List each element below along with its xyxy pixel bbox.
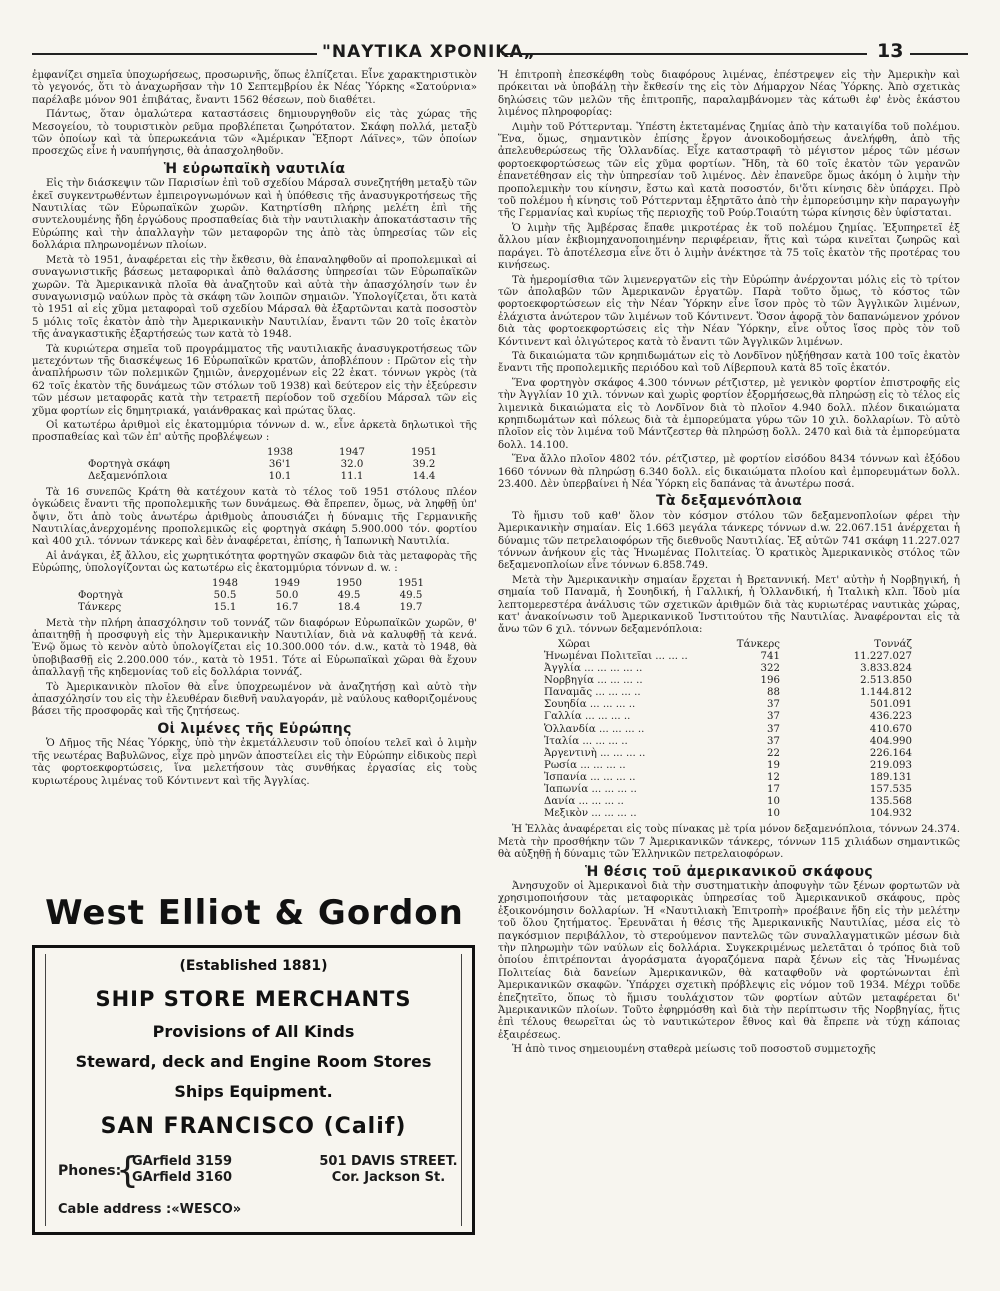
column-header: Χῶραι [558,638,591,650]
ad-company-name: West Elliot & Gordon [45,893,464,933]
cell: 11.1 [340,470,364,482]
address-line: 501 DAVIS STREET. [319,1154,458,1169]
country-cell: Ὁλλανδία ... ... ... .. [544,723,645,735]
table-row [538,711,918,723]
tanker-count-cell: 10 [767,808,780,820]
column-header: Τοννάζ [874,638,912,650]
tanker-count-cell: 17 [767,784,780,795]
table-header-row [538,639,918,651]
paragraph: Τὸ ἥμισυ τοῦ καθ' ὅλον τὸν κόσμον στόλου τῶν δεξαμενοπλοίων φέρει τὴν Ἀμερικανικὴν σημαίαν. Εἰς 1.663 μεγάλα τάνκερς τόννων d.w. 22.067.151 ἀνέρχεται ἡ δύναμις τῶν πετρελαιοφόρων τῆς διεθνοῦς Ναυτιλίας. Ἐξ αὐτῶν 741 σκάφη 11.227.027 τόννων ἀνήκουν εἰς τὰς Ἡνωμένας Πολιτείας. Ὁ κρατικὸς Ἀμερικανικὸς στόλος τῶν δεξαμενοπλοίων εἶνε τόννων 6.858.749. [498,510,960,572]
paragraph: Ἀνησυχοῦν οἱ Ἀμερικανοὶ διὰ τὴν συστηματικὴν ἀποφυγὴν τῶν ξένων φορτωτῶν νὰ χρησιμοποιήσουν τὰς μεταφορικὰς ὑπηρεσίας τοῦ Ἀμερικανικοῦ σκάφους, πρὸς ἐξοικονόμησιν δολλαρίων. Ἡ «Ναυτιλιακὴ Ἐπιτροπὴ» προέβαινε ἤδη εἰς τὴν μελέτην τοῦ ὅλου ζητήματος. Ἐρευνᾶται ἡ θέσις τῆς Ἀμερικανικῆς Ναυτιλίας, μέσα εἰς τὸ παγκόσμιον περιβάλλον, τὸ στερούμενον παντελῶς τῶν συναλλαγματικῶν μέσων διὰ τὴν πληρωμὴν τῶν ναύλων εἰς δολλάρια. Συγκεκριμένως μελετᾶται ὁ τρόπος διὰ τοῦ ὁποίου ἐπιτρέπονται ἀγοράσματα ἀγοραζόμενα παρὰ ξένων εἰς τὰς Ἡνωμένας Πολιτείας διὰ δανείων Ἀμερικανικῶν, θὰ καταφθοῦν νὰ φορτώνωνται ἐπὶ Ἀμερικανικῶν σκαφῶν. Ὑπάρχει σχετικὴ πρόβλεψις εἰς νόμον τοῦ 1934. Μέχρι τοῦδε ἐπεζητεῖτο, ὅπως τὸ ἥμισυ τουλάχιστον τῶν φορτίων αὐτῶν μεταφέρεται δι' Ἀμερικανικῶν πλοίων. Τοῦτο ἐφηρμόσθη καὶ διὰ τὴν περίπτωσιν τῆς Νορβηγίας, ἥτις ἐπὶ τέλους θεωρεῖται ὡς τὸ ναυτικώτερον ἔθνος καὶ θὰ ἔπρεπε νὰ τύχῃ κάποιας ἐξαιρέσεως. [498,880,960,1041]
tonnage-cell: 3.833.824 [860,663,912,675]
country-cell: Ἰαπωνία ... ... ... .. [544,784,637,795]
paragraph: Τὰ κυριώτερα σημεῖα τοῦ προγράμματος τῆς ναυτιλιακῆς ἀνασυγκροτήσεως τῶν μετεχόντων τῆς διασκέψεως 16 Εὐρωπαϊκῶν κρατῶν, ἀποβλέπουν : Πρῶτον εἰς τὴν ἀναπλήρωσιν τῶν πολεμικῶν ζημιῶν, ἀνερχομένων εἰς 22 ἑκατ. τόννων γκρὸς (τὰ 62 τοῖς ἑκατὸν τῆς δυνάμεως τῶν στόλων τοῦ 1938) καὶ δεύτερον εἰς τὴν ἐξεύρεσιν τῶν μέσων μεταφορᾶς κατὰ τὴν τετραετῆ περίοδον τοῦ σχεδίου Μάρσαλ τῶν εἰς χῦμα φορτίων εἰς δημητριακά, γαιάνθρακας καὶ πρώτας ὕλας. [32,343,477,417]
phone-number: GArfield 3159 [132,1154,233,1169]
tonnage-cell: 501.091 [869,699,912,711]
paragraph: Ἕνα φορτηγὸν σκάφος 4.300 τόννων ρέτζιστερ, μὲ γενικὸν φορτίον ἐπιστροφῆς εἰς τὴν Ἀγγλίαν 10 χιλ. τόννων καὶ χωρὶς φορτίον ἐξορμήσεως,θὰ πληρώσῃ εἰς τὸ τέλος εἰς λιμενικὰ δικαιώματα εἰς τὸ Λονδῖνον διὰ τὸ πλοῖον 4.940 δολλ. πλέον δικαιώματα κρηπιδωμάτων καὶ πόλεως διὰ τὰ ἐμπορεύματα γύρω τῶν 10 χιλ. δολλαρίων. Τὸ αὐτὸ πλοῖον εἰς τὸν λιμένα τοῦ Μάντζεστερ θὰ πληρώσῃ δολλ. 2470 καὶ διὰ τὰ ἐμπορεύματα δολλ. 14.100. [498,377,960,451]
cell: 50.5 [213,589,237,601]
country-cell: Μεξικὸν ... ... ... .. [544,808,637,820]
cell: 14.4 [412,470,436,482]
header-rule-middle [502,53,867,55]
paragraph: Ἡ ἀπὸ τινος σημειουμένη σταθερὰ μείωσις τοῦ ποσοστοῦ συμμετοχῆς [512,1044,876,1056]
tanker-table [538,639,918,820]
paragraph: Μετὰ τὴν Ἀμερικανικὴν σημαίαν ἔρχεται ἡ Βρεταννική. Μετ' αὐτὴν ἡ Νορβηγική, ἡ σημαία τοῦ Παναμᾶ, ἡ Σουηδική, ἡ Γαλλική, ἡ Ὁλλανδική, ἡ Ἰταλικὴ κλπ. Ἰδοὺ μία λεπτομερεστέρα ἀνάλυσις τῶν σχετικῶν ἀριθμῶν διὰ τὰς κυριωτέρας ναυτικὰς χώρας, κατ' ἀνακοίνωσιν τοῦ Ἀμερικανικοῦ Ἰνστιτούτου τῆς Ναυτιλίας. Ἀναφέρονται εἰς τὰ ἄνω τῶν 6 χιλ. τόννων δεξαμενόπλοια: [498,574,960,636]
country-cell: Ἀγγλία ... ... ... ... .. [544,663,643,675]
address-line: Cor. Jackson St. [331,1170,446,1185]
cell: 32.0 [340,458,364,470]
year-header: 1950 [336,577,362,589]
paragraph: ἐμφανίζει σημεῖα ὑποχωρήσεως, προσωρινῆς, ὅπως ἐλπίζεται. Εἶνε χαρακτηριστικὸν τὸ γεγονός, ὅτι τὸ ἀναχωρῆσαν τὴν 10 Σεπτεμβρίου ἐκ Νέας Ὑόρκης «Σατούρνια» παρέλαβε μόνον 901 ἐπιβάτας, ἔναντι 1562 θέσεων, ποὺ διαθέτει. [32,70,477,106]
table-row [538,748,918,760]
paragraph: Ὁ Δῆμος τῆς Νέας Ὑόρκης, ὑπὸ τὴν ἐκμετάλλευσιν τοῦ ὁποίου τελεῖ καὶ ὁ λιμὴν τῆς νεωτέρας Βαβυλῶνος, εἶχε πρὸ μηνῶν ἀποστείλει εἰς τὴν Εὐρώπην εἰδικοὺς περὶ τὰς φορτοεκφορτώσεις, ἵνα μελετήσουν τὰς συνθήκας ἐργασίας εἰς τοὺς κυριωτέρους λιμένας τοῦ Κόντινεντ καὶ τῆς Ἀγγλίας. [32,738,477,787]
paragraph: Αἱ ἀνάγκαι, ἐξ ἄλλου, εἰς χωρητικότητα φορτηγῶν σκαφῶν διὰ τὰς μεταφορὰς τῆς Εὐρώπης, ὑπολογίζονται ὡς κατωτέρω εἰς ἑκατομμύρια τόννων d. w. : [32,550,477,575]
cell: 10.1 [268,470,292,482]
tanker-count-cell: 88 [767,687,780,699]
fleet-table [82,447,460,483]
year-header: 1948 [212,577,238,589]
tanker-count-cell: 322 [760,663,780,675]
year-header: 1951 [411,446,437,458]
paragraph: Πάντως, ὅταν ὁμαλώτερα καταστάσεις δημιουργηθοῦν εἰς τὰς χώρας τῆς Μεσογείου, τὸ τουριστικὸν ρεῦμα προβλέπεται ζωηρότατον. Σκάφη πολλά, μεταξὺ τῶν ὁποίων καὶ τὰ ὑπερωκεάνια τῶν «Ἀμέρικαν Ἔξπορτ Λάϊνες», τῶν ὁποίων προσεχῶς εἶνε ἡ ναυπήγησις, θὰ ἀπασχοληθοῦν. [32,109,477,158]
cell: 18.4 [337,601,361,613]
ad-line: Ships Equipment. [174,1082,333,1101]
brace-glyph: { [116,1150,139,1191]
cell: 39.2 [412,458,436,470]
tonnage-cell: 226.164 [869,747,912,759]
tonnage-cell: 1.144.812 [860,687,912,699]
ad-line: SHIP STORE MERCHANTS [95,987,412,1011]
ad-cable-address: Cable address :«WESCO» [58,1202,242,1217]
left-column [32,70,477,790]
ad-established: (Established 1881) [179,958,328,974]
ad-line: Steward, deck and Engine Room Stores [75,1052,432,1071]
country-cell: Δανία ... ... ... .. [544,796,624,808]
country-cell: Νορβηγία ... ... ... .. [544,675,643,687]
table-row [538,724,918,736]
tanker-count-cell: 19 [767,759,780,771]
tonnage-cell: 104.932 [869,808,912,820]
tanker-count-cell: 37 [767,711,780,723]
paragraph: Μετὰ τὴν πλήρη ἀπασχόλησιν τοῦ τοννάζ τῶν διαφόρων Εὐρωπαϊκῶν χωρῶν, θ' ἀπαιτηθῇ ἡ προσφυγὴ εἰς τὴν Ἀμερικανικὴν Ναυτιλίαν, διὰ νὰ καλυφθῇ τὰ κενά. Ἐνῷ ὅμως τὸ κενὸν αὐτὸ ὑπολογίζεται εἰς 10.300.000 τόν. d.w., κατὰ τὸ 1948, θὰ ὑποβιβασθῇ εἰς 2.200.000 τόν., κατὰ τὸ 1951. Τότε αἱ Εὐρωπαϊκαὶ χῶραι θὰ ἔχουν ἀπαλλαγῇ τῆς κηδεμονίας τοῦ εἰς δολλάρια τοννάζ. [32,617,477,679]
paragraph: Ἡ Ἑλλὰς ἀναφέρεται εἰς τοὺς πίνακας μὲ τρία μόνον δεξαμενόπλοια, τόννων 24.374. Μετὰ τὴν προσθήκην τῶν 7 Ἀμερικανικῶν τάνκερς, τόννων 115 χιλιάδων σημαντικῶς θὰ αὐξηθῇ ἡ δύναμις τῶν Ἑλληνικῶν πετρελαιοφόρων. [498,824,960,861]
needs-table [72,578,442,614]
cell: 16.7 [275,601,299,613]
table-row [82,471,460,483]
paragraph: Λιμὴν τοῦ Ρόττερνταμ. Ὑπέστη ἐκτεταμένας ζημίας ἀπὸ τὴν καταιγίδα τοῦ πολέμου. Ἕνα, ὅμως, σημαντικὸν ἐπίσης ἔργον ἀνοικοδομήσεως ἀνελήφθη, ἀπὸ τῆς ἀπελευθερώσεως τῆς Ὁλλανδίας. Εἶχε καταστραφῆ τὸ μέγιστον μέρος τῶν μέσων φορτοεκφορτώσεως τῶν εἰς χῦμα φορτίων. Ἤδη, τὰ 60 τοῖς ἑκατὸν τῶν γερανῶν ἐπανετέθησαν εἰς τὴν ὑπηρεσίαν τοῦ λιμένος. Δὲν ἐπανεῦρε ὅμως ἀκόμη ὁ λιμὴν τὴν προπολεμικὴν του κίνησιν, ἔστω καὶ κατὰ ποσοστόν, δι'ὅτι κίνησις δὲν ὑπάρχει. Πρὸ τοῦ πολέμου ἡ κίνησις τοῦ Ρόττερνταμ ἐξηρτᾶτο ἀπὸ τὴν ἐμπορεύσιμην κὴν παραγωγὴν τῆς Γερμανίας καὶ κυρίως τῆς περιοχῆς τοῦ Ρούρ.Τοιαύτη τώρα κίνησις δὲν ὑφίσταται. [498,121,960,220]
cell: 36'1 [268,458,292,470]
row-label: Δεξαμενόπλοια [88,470,168,482]
paragraph: Τὰ ἡμερομίσθια τῶν λιμενεργατῶν εἰς τὴν Εὐρώπην ἀνέρχονται μόλις εἰς τὸ τρίτον τῶν ἀπολαβῶν τῶν Ἀμερικανῶν ἐργατῶν. Παρὰ τοῦτο ὅμως, τὸ κόστος τῶν φορτοεκφορτώσεων εἰς τὴν Νέαν Ὑόρκην εἶνε ἴσον πρὸς τὸ τῶν Ἀγγλικῶν λιμένων, ἐλάχιστα ἀνώτερον τῶν λιμένων τοῦ Κόντινεντ. Ὅσον ἀφορᾷ τὸν δαπανώμενον χρόνον διὰ τὰς φορτοεκφορτώσεις εἰς τὴν Νέαν Ὑόρκην, εἶνε οὗτος ἴσος πρὸς τὸν τοῦ Κόντινεντ καὶ ὀλιγώτερος κατὰ τὸ ἔναντι τῶν Ἀγγλικῶν λιμένων. [498,274,960,348]
table-row [538,808,918,820]
paragraph: Ἡ ἐπιτροπὴ ἐπεσκέφθη τοὺς διαφόρους λιμένας, ἐπέστρεψεν εἰς τὴν Ἀμερικὴν καὶ πρόκειται νὰ ὑποβάλῃ τὴν ἔκθεσίν της εἰς τὸν Δήμαρχον Νέας Ὑόρκης. Ἀπὸ σχετικὰς δηλώσεις τῶν μελῶν τῆς ἐπιτροπῆς, παραλαμβάνομεν τὰς κάτωθι ἐφ' ἑνὸς ἑκάστου λιμένος πληροφορίας: [498,70,960,119]
row-label: Τάνκερς [78,601,122,613]
country-cell: Γαλλία ... ... ... .. [544,711,631,723]
paragraph: Ἕνα ἄλλο πλοῖον 4802 τόν. ρέτζιστερ, μὲ φορτίον εἰσόδου 8434 τόννων καὶ ἐξόδου 1660 τόννων θὰ πληρώσῃ 6.340 δολλ. εἰς δικαιώματα πλοίου καὶ ἐμπορευμάτων δολλ. 23.400. Δὲν ὑπερβαίνει ἡ Νέα Ὑόρκη εἰς δαπάνας τὰ ἀνωτέρω ποσά. [498,454,960,490]
cell: 49.5 [399,589,423,601]
phone-number: GArfield 3160 [132,1170,233,1185]
page-number: 13 [877,40,904,62]
tanker-count-cell: 741 [760,650,780,662]
header-rule-right [910,53,968,55]
table-row [538,760,918,772]
tanker-count-cell: 37 [767,735,780,747]
phones-label: Phones: [58,1163,122,1179]
table-row [538,784,918,796]
tanker-count-cell: 37 [767,699,780,711]
table-row [538,796,918,808]
country-cell: Παναμᾶς ... ... ... .. [544,687,641,699]
tonnage-cell: 11.227.027 [853,650,912,662]
country-cell: Ρωσία ... ... ... .. [544,759,626,771]
section-heading: Ἡ εὐρωπαϊκὴ ναυτιλία [163,160,346,177]
table-row [538,772,918,784]
tonnage-cell: 404.990 [869,735,912,747]
tanker-count-cell: 196 [760,675,780,687]
row-label: Φορτηγὰ σκάφη [88,458,170,470]
country-cell: Ἰσπανία ... ... ... .. [544,771,636,783]
tonnage-cell: 2.513.850 [860,675,912,687]
country-cell: Ἡνωμέναι Πολιτεῖαι ... ... .. [544,650,688,662]
table-row [72,590,442,602]
cell: 15.1 [213,601,237,613]
table-row [82,459,460,471]
tanker-count-cell: 22 [767,747,780,759]
header-rule-left [32,53,317,55]
right-column [498,70,960,1059]
table-row [538,675,918,687]
paragraph: Τὰ δικαιώματα τῶν κρηπιδωμάτων εἰς τὸ Λονδῖνον ηὐξήθησαν κατὰ 100 τοῖς ἑκατὸν ἔναντι τῆς προπολεμικῆς περιόδου καὶ τοῦ Λίβερπουλ κατὰ 85 τοῖς ἑκατόν. [498,350,960,375]
paragraph: Οἱ κατωτέρω ἀριθμοὶ εἰς ἑκατομμύρια τόννων d. w., εἶνε ἀρκετὰ δηλωτικοὶ τῆς προσπαθείας καὶ τῶν ἐπ' αὐτῆς προβλέψεων : [32,419,477,444]
table-row [72,602,442,614]
cell: 50.0 [275,589,299,601]
year-header: 1947 [339,446,365,458]
table-row [538,687,918,699]
year-header: 1949 [274,577,300,589]
tonnage-cell: 219.093 [869,759,912,771]
tanker-count-cell: 12 [767,771,780,783]
table-row [538,651,918,663]
paragraph: Μετὰ τὸ 1951, ἀναφέρεται εἰς τὴν ἔκθεσιν, θὰ ἐπαναληφθοῦν αἱ προπολεμικαὶ αἱ συναγωνιστικῆς βάσεως μεταφορικαὶ ἀπὸ θαλάσσης ὑπηρεσίαι τῶν Εὐρωπαϊκῶν χωρῶν. Τὰ Ἀμερικανικὰ πλοῖα θὰ ἀναζητοῦν καὶ αὐτὰ τὴν ἀπασχόλησίν των ἐν συναγωνισμῷ ναύλων πρὸς τὰ σκάφη τῶν λοιπῶν σημαιῶν. Ὑπολογίζεται, ὅτι κατὰ τὸ 1951 αἱ εἰς χῦμα μεταφοραὶ τοῦ σχεδίου Μάρσαλ θὰ ἐξαρτῶνται κατὰ ποσοστὸν 5 μόλις τοῖς ἑκατὸν ἀπὸ τὴν Ἀμερικανικὴν Ναυτιλίαν, ἔναντι τῶν 20 τοῖς ἑκατὸν τῆς ἀναγκαστικῆς ἐξαρτήσεώς των κατὰ τὸ 1948. [32,254,477,341]
ad-city: SAN FRANCISCO (Calif) [100,1114,407,1139]
paragraph: Ὁ λιμὴν τῆς Ἀμβέρσας ἔπαθε μικροτέρας ἐκ τοῦ πολέμου ζημίας. Ἐξυπηρετεῖ ἐξ ἄλλου μίαν ἐκβιομηχανοποιημένην περιφέρειαν, ἥτις καὶ τώρα κινεῖται ζωηρῶς καὶ παράγει. Τὸ ἀποτέλεσμα εἶνε ὅτι ὁ λιμὴν ἀνέκτησε τὰ 75 τοῖς ἑκατὸν τῆς προτέρας του κινήσεως. [498,222,960,272]
column-header: Τάνκερς [736,638,780,650]
year-header: 1938 [267,446,293,458]
tonnage-cell: 157.535 [869,784,912,795]
country-cell: Σουηδία ... ... ... .. [544,699,636,711]
ad-inner-frame [45,954,462,1226]
ad-address [311,1154,466,1186]
tonnage-cell: 436.223 [869,711,912,723]
table-row [538,663,918,675]
row-label: Φορτηγὰ [78,589,124,601]
paragraph: Εἰς τὴν διάσκεψιν τῶν Παρισίων ἐπὶ τοῦ σχεδίου Μάρσαλ συνεζητήθη μεταξὺ τῶν ἐκεῖ συγκεντρωθέντων ἐμπειρογνωμόνων καὶ ἡ ὑπόθεσις τῆς ἀνασυγκροτήσεως τῆς Ναυτιλίας τῶν Εὐρωπαϊκῶν χωρῶν. Κατηρτίσθη πλήρης μελέτη ἐπὶ τῆς συντελουμένης ἤδη ἐργώδους προσπαθείας διὰ τὴν ναυτιλιακὴν ἀποκατάστασιν τῆς Εὐρώπης καὶ τὴν ἀπαλλαγὴν τῶν μεταφορῶν της ἀπὸ τὰς ὑπηρεσίας τῶν εἰς δολλάρια πληρωνομένων πλοίων. [32,178,477,252]
table-row [538,699,918,711]
table-row [538,736,918,748]
country-cell: Ἰταλία ... ... ... .. [544,735,628,747]
paragraph: Τὰ 16 συνεπῶς Κράτη θὰ κατέχουν κατὰ τὸ τέλος τοῦ 1951 στόλους πλέον ὀγκώδεις ἔναντι τῆς προπολεμικῆς των δυνάμεως. Θὰ ἔπρεπεν, ὅμως, νὰ ληφθῇ ὑπ' ὄψιν, ὅτι ἀπὸ τοὺς ἀνωτέρω ἀριθμοὺς ἀπουσιάζει ἡ δύναμις τῆς Γερμανικῆς Ναυτιλίας,ἀνερχομένης προπολεμικῶς εἰς φορτηγὰ σκάφη 5.900.000 τόν. φορτίου καὶ 400 χιλ. τόννων τάνκερς καὶ δὲν ἀναφέρεται, ἐπίσης, ἡ Ἰαπωνικὴ Ναυτιλία. [32,486,477,548]
running-header [32,42,968,64]
cell: 49.5 [337,589,361,601]
section-heading: Ἡ θέσις τοῦ ἀμερικανικοῦ σκάφους [584,863,874,880]
cell: 19.7 [399,601,423,613]
tonnage-cell: 189.131 [869,771,912,783]
section-heading: Τὰ δεξαμενόπλοια [655,493,803,510]
ad-line: Provisions of All Kinds [152,1022,355,1041]
journal-title: "ΝΑΥΤΙΚΑ ΧΡΟΝΙΚΑ„ [322,42,536,62]
advertisement-box [32,945,475,1235]
year-header: 1951 [398,577,424,589]
tanker-count-cell: 37 [767,723,780,735]
paragraph: Τὸ Ἀμερικανικὸν πλοῖον θὰ εἶνε ὑποχρεωμένον νὰ ἀναζητήσῃ καὶ αὐτὸ τὴν ἀπασχόλησίν του εἰς τὴν ἐλευθέραν διεθνῆ ναυλαγοράν, μὲ ναύλους καθοριζομένους βάσει τῆς προσφορᾶς καὶ τῆς ζητήσεως. [32,681,477,718]
tonnage-cell: 410.670 [869,723,912,735]
tanker-count-cell: 10 [767,796,780,808]
country-cell: Ἀργεντινὴ ... ... ... .. [544,747,646,759]
tonnage-cell: 135.568 [869,796,912,808]
section-heading: Οἱ λιμένες τῆς Εὐρώπης [157,720,352,737]
